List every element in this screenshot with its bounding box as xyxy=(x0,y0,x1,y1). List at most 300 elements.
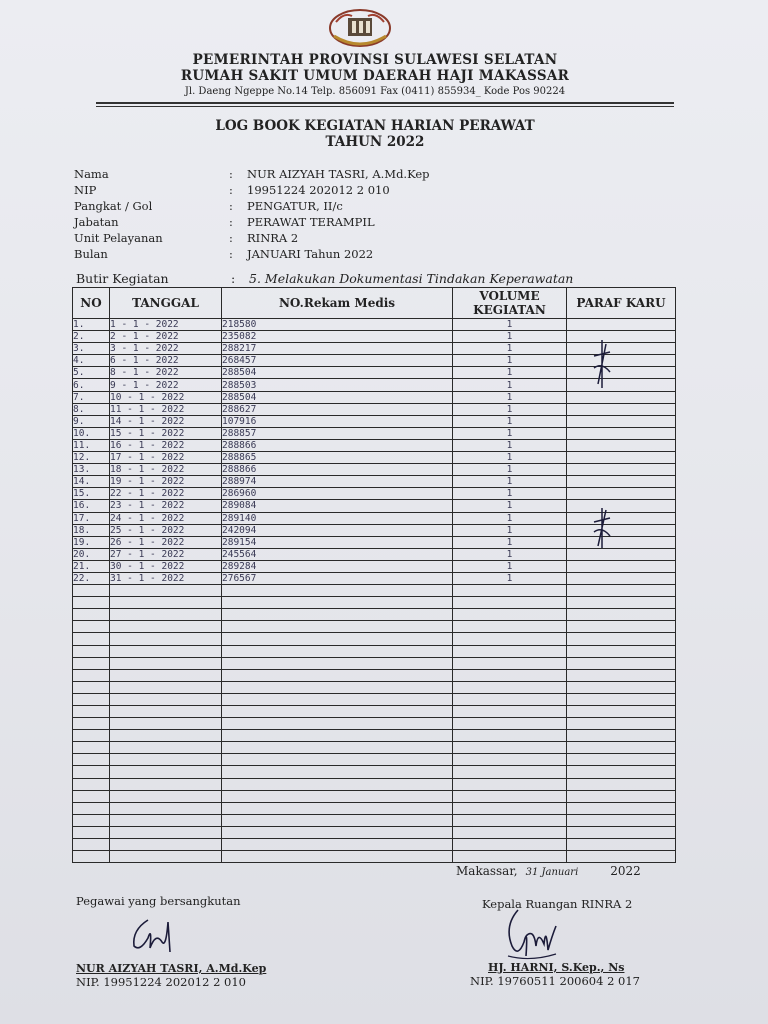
cell-volume xyxy=(453,633,567,645)
table-row xyxy=(73,560,676,572)
cell-no: 10. xyxy=(73,427,110,439)
cell-tanggal: 30 - 1 - 2022 xyxy=(110,560,222,572)
cell-volume: 1 xyxy=(453,572,567,584)
table-row-empty xyxy=(73,597,676,609)
col-header-paraf: PARAF KARU xyxy=(567,288,676,319)
cell-volume: 1 xyxy=(453,379,567,391)
cell-rekam-medis xyxy=(222,669,453,681)
cell-rekam-medis: 288504 xyxy=(222,391,453,403)
cell-no: 8. xyxy=(73,403,110,415)
date-year: 2022 xyxy=(610,864,641,878)
cell-tanggal xyxy=(110,742,222,754)
cell-no: 22. xyxy=(73,572,110,584)
table-row xyxy=(73,415,676,427)
cell-volume xyxy=(453,814,567,826)
cell-no: 12. xyxy=(73,452,110,464)
cell-volume xyxy=(453,839,567,851)
cell-tanggal xyxy=(110,706,222,718)
cell-volume xyxy=(453,621,567,633)
cell-volume xyxy=(453,669,567,681)
cell-tanggal: 6 - 1 - 2022 xyxy=(110,355,222,367)
cell-tanggal xyxy=(110,730,222,742)
info-row xyxy=(74,198,430,214)
activity-item xyxy=(76,271,573,286)
cell-paraf xyxy=(567,500,676,512)
cell-paraf xyxy=(567,319,676,331)
cell-tanggal xyxy=(110,621,222,633)
cell-rekam-medis xyxy=(222,730,453,742)
cell-tanggal xyxy=(110,633,222,645)
cell-volume xyxy=(453,826,567,838)
info-colon: : xyxy=(229,215,233,229)
cell-rekam-medis: 245564 xyxy=(222,548,453,560)
table-row-empty xyxy=(73,693,676,705)
cell-paraf xyxy=(567,839,676,851)
cell-rekam-medis xyxy=(222,597,453,609)
cell-rekam-medis xyxy=(222,814,453,826)
handwritten-signature-icon xyxy=(126,912,186,954)
cell-rekam-medis xyxy=(222,681,453,693)
col-header-no: NO xyxy=(73,288,110,319)
table-row-empty xyxy=(73,657,676,669)
cell-tanggal: 8 - 1 - 2022 xyxy=(110,367,222,379)
cell-no: 2. xyxy=(73,331,110,343)
cell-rekam-medis: 288866 xyxy=(222,464,453,476)
cell-no: 4. xyxy=(73,355,110,367)
cell-no: 6. xyxy=(73,379,110,391)
cell-rekam-medis xyxy=(222,778,453,790)
place-city: Makassar, xyxy=(456,864,518,878)
cell-no xyxy=(73,718,110,730)
cell-paraf xyxy=(567,633,676,645)
table-row xyxy=(73,331,676,343)
cell-rekam-medis xyxy=(222,839,453,851)
table-row-empty xyxy=(73,585,676,597)
cell-rekam-medis: 288504 xyxy=(222,367,453,379)
table-row-empty xyxy=(73,633,676,645)
cell-rekam-medis: 218580 xyxy=(222,319,453,331)
cell-tanggal: 10 - 1 - 2022 xyxy=(110,391,222,403)
cell-rekam-medis: 288627 xyxy=(222,403,453,415)
table-row xyxy=(73,500,676,512)
cell-no: 21. xyxy=(73,560,110,572)
cell-no xyxy=(73,839,110,851)
cell-tanggal: 9 - 1 - 2022 xyxy=(110,379,222,391)
table-row-empty xyxy=(73,645,676,657)
cell-no xyxy=(73,814,110,826)
table-row xyxy=(73,355,676,367)
cell-volume xyxy=(453,790,567,802)
cell-paraf xyxy=(567,778,676,790)
info-label: Unit Pelayanan xyxy=(74,231,163,245)
info-colon: : xyxy=(229,199,233,213)
table-row xyxy=(73,536,676,548)
cell-paraf xyxy=(567,355,676,367)
cell-paraf xyxy=(567,790,676,802)
info-value: NUR AIZYAH TASRI, A.Md.Kep xyxy=(247,167,430,181)
cell-no xyxy=(73,633,110,645)
cell-no xyxy=(73,657,110,669)
cell-volume xyxy=(453,585,567,597)
cell-volume xyxy=(453,851,567,863)
cell-rekam-medis xyxy=(222,609,453,621)
cell-no: 1. xyxy=(73,319,110,331)
employee-info xyxy=(74,166,430,262)
cell-volume xyxy=(453,597,567,609)
cell-no: 18. xyxy=(73,524,110,536)
table-row xyxy=(73,488,676,500)
cell-tanggal: 16 - 1 - 2022 xyxy=(110,439,222,451)
cell-no: 7. xyxy=(73,391,110,403)
cell-volume: 1 xyxy=(453,403,567,415)
signature-name: HJ. HARNI, S.Kep., Ns xyxy=(488,961,625,974)
cell-tanggal: 15 - 1 - 2022 xyxy=(110,427,222,439)
cell-rekam-medis: 235082 xyxy=(222,331,453,343)
cell-paraf xyxy=(567,585,676,597)
cell-no xyxy=(73,585,110,597)
cell-tanggal xyxy=(110,718,222,730)
cell-tanggal xyxy=(110,609,222,621)
cell-paraf xyxy=(567,464,676,476)
cell-tanggal xyxy=(110,826,222,838)
cell-rekam-medis xyxy=(222,693,453,705)
cell-rekam-medis xyxy=(222,742,453,754)
cell-paraf xyxy=(567,730,676,742)
info-value: RINRA 2 xyxy=(247,231,299,245)
cell-rekam-medis xyxy=(222,718,453,730)
table-row xyxy=(73,524,676,536)
cell-rekam-medis: 286960 xyxy=(222,488,453,500)
handwritten-signature-icon xyxy=(500,906,560,964)
col-header-tanggal: TANGGAL xyxy=(110,288,222,319)
cell-no: 3. xyxy=(73,343,110,355)
table-row xyxy=(73,476,676,488)
cell-paraf xyxy=(567,367,676,379)
cell-rekam-medis xyxy=(222,633,453,645)
cell-paraf xyxy=(567,452,676,464)
cell-tanggal: 1 - 1 - 2022 xyxy=(110,319,222,331)
cell-volume: 1 xyxy=(453,367,567,379)
signature-name: NUR AIZYAH TASRI, A.Md.Kep xyxy=(76,962,267,975)
table-row-empty xyxy=(73,754,676,766)
table-row-empty xyxy=(73,718,676,730)
cell-volume xyxy=(453,754,567,766)
cell-volume xyxy=(453,681,567,693)
table-body xyxy=(73,319,676,863)
paraf-signature-icon xyxy=(590,506,614,550)
cell-paraf xyxy=(567,379,676,391)
info-colon: : xyxy=(229,167,233,181)
cell-paraf xyxy=(567,597,676,609)
activity-label: Butir Kegiatan xyxy=(76,271,169,286)
cell-volume: 1 xyxy=(453,343,567,355)
table-row xyxy=(73,572,676,584)
table-row xyxy=(73,512,676,524)
cell-tanggal: 22 - 1 - 2022 xyxy=(110,488,222,500)
cell-tanggal xyxy=(110,669,222,681)
cell-paraf xyxy=(567,403,676,415)
signature-nip: NIP. 19951224 202012 2 010 xyxy=(76,975,246,989)
cell-no xyxy=(73,754,110,766)
cell-rekam-medis xyxy=(222,754,453,766)
cell-paraf xyxy=(567,693,676,705)
col-header-rekam-medis: NO.Rekam Medis xyxy=(222,288,453,319)
cell-no: 17. xyxy=(73,512,110,524)
cell-tanggal xyxy=(110,645,222,657)
table-row-empty xyxy=(73,621,676,633)
info-value: 19951224 202012 2 010 xyxy=(247,183,390,197)
cell-volume: 1 xyxy=(453,331,567,343)
table-row xyxy=(73,343,676,355)
cell-rekam-medis xyxy=(222,802,453,814)
cell-no: 14. xyxy=(73,476,110,488)
cell-volume xyxy=(453,706,567,718)
cell-paraf xyxy=(567,851,676,863)
table-row xyxy=(73,367,676,379)
table-row-empty xyxy=(73,839,676,851)
cell-tanggal xyxy=(110,790,222,802)
cell-paraf xyxy=(567,814,676,826)
cell-tanggal xyxy=(110,754,222,766)
cell-no: 20. xyxy=(73,548,110,560)
cell-no: 5. xyxy=(73,367,110,379)
cell-volume xyxy=(453,693,567,705)
cell-paraf xyxy=(567,548,676,560)
cell-paraf xyxy=(567,572,676,584)
cell-no xyxy=(73,681,110,693)
cell-volume xyxy=(453,718,567,730)
cell-no: 13. xyxy=(73,464,110,476)
cell-no xyxy=(73,790,110,802)
cell-tanggal: 14 - 1 - 2022 xyxy=(110,415,222,427)
cell-rekam-medis xyxy=(222,826,453,838)
cell-volume: 1 xyxy=(453,476,567,488)
cell-tanggal: 26 - 1 - 2022 xyxy=(110,536,222,548)
cell-tanggal: 17 - 1 - 2022 xyxy=(110,452,222,464)
table-row xyxy=(73,319,676,331)
cell-no: 15. xyxy=(73,488,110,500)
cell-no xyxy=(73,706,110,718)
paraf-signature-icon xyxy=(590,338,614,390)
info-row xyxy=(74,182,430,198)
cell-tanggal xyxy=(110,657,222,669)
cell-no xyxy=(73,778,110,790)
cell-volume xyxy=(453,778,567,790)
cell-paraf xyxy=(567,427,676,439)
cell-rekam-medis: 242094 xyxy=(222,524,453,536)
cell-volume: 1 xyxy=(453,548,567,560)
table-row-empty xyxy=(73,706,676,718)
cell-no xyxy=(73,730,110,742)
table-header-row xyxy=(73,288,676,319)
cell-volume: 1 xyxy=(453,427,567,439)
info-label: Bulan xyxy=(74,247,108,261)
cell-no: 9. xyxy=(73,415,110,427)
cell-paraf xyxy=(567,657,676,669)
table-row-empty xyxy=(73,814,676,826)
handwritten-date: 31 Januari xyxy=(525,867,579,878)
document-title: LOG BOOK KEGIATAN HARIAN PERAWAT xyxy=(215,118,535,134)
cell-tanggal: 25 - 1 - 2022 xyxy=(110,524,222,536)
cell-rekam-medis xyxy=(222,851,453,863)
info-label: Jabatan xyxy=(74,215,119,229)
cell-no xyxy=(73,766,110,778)
cell-tanggal xyxy=(110,802,222,814)
info-row xyxy=(74,166,430,182)
info-colon: : xyxy=(229,231,233,245)
table-row xyxy=(73,464,676,476)
cell-paraf xyxy=(567,645,676,657)
cell-rekam-medis: 288974 xyxy=(222,476,453,488)
cell-tanggal xyxy=(110,585,222,597)
cell-volume xyxy=(453,742,567,754)
cell-rekam-medis xyxy=(222,645,453,657)
cell-no xyxy=(73,645,110,657)
table-row-empty xyxy=(73,730,676,742)
table-row xyxy=(73,403,676,415)
cell-rekam-medis xyxy=(222,706,453,718)
cell-rekam-medis xyxy=(222,585,453,597)
cell-no xyxy=(73,693,110,705)
cell-rekam-medis: 288865 xyxy=(222,452,453,464)
info-value: PENGATUR, II/c xyxy=(247,199,343,213)
cell-volume xyxy=(453,609,567,621)
cell-rekam-medis: 289140 xyxy=(222,512,453,524)
cell-paraf xyxy=(567,826,676,838)
table-row-empty xyxy=(73,742,676,754)
cell-paraf xyxy=(567,512,676,524)
info-row xyxy=(74,214,430,230)
cell-paraf xyxy=(567,766,676,778)
info-label: Nama xyxy=(74,167,109,181)
cell-paraf xyxy=(567,706,676,718)
cell-rekam-medis xyxy=(222,766,453,778)
cell-paraf xyxy=(567,802,676,814)
cell-tanggal xyxy=(110,839,222,851)
document-year: TAHUN 2022 xyxy=(325,134,425,150)
table-row xyxy=(73,391,676,403)
signature-role: Pegawai yang bersangkutan xyxy=(76,894,241,908)
cell-volume: 1 xyxy=(453,355,567,367)
cell-tanggal: 2 - 1 - 2022 xyxy=(110,331,222,343)
cell-tanggal: 24 - 1 - 2022 xyxy=(110,512,222,524)
cell-volume: 1 xyxy=(453,500,567,512)
log-table xyxy=(72,287,676,863)
info-label: NIP xyxy=(74,183,97,197)
signature-nip: NIP. 19760511 200604 2 017 xyxy=(470,974,640,988)
cell-paraf xyxy=(567,536,676,548)
cell-paraf xyxy=(567,524,676,536)
header-address: Jl. Daeng Ngeppe No.14 Telp. 856091 Fax (0411) 855934_ Kode Pos 90224 xyxy=(184,86,566,97)
cell-rekam-medis: 107916 xyxy=(222,415,453,427)
cell-paraf xyxy=(567,609,676,621)
cell-rekam-medis: 288503 xyxy=(222,379,453,391)
cell-volume xyxy=(453,802,567,814)
cell-tanggal: 31 - 1 - 2022 xyxy=(110,572,222,584)
cell-tanggal: 19 - 1 - 2022 xyxy=(110,476,222,488)
cell-volume: 1 xyxy=(453,536,567,548)
cell-tanggal xyxy=(110,814,222,826)
info-row xyxy=(74,246,430,262)
table-row-empty xyxy=(73,669,676,681)
cell-no xyxy=(73,597,110,609)
table-row-empty xyxy=(73,681,676,693)
table-row xyxy=(73,548,676,560)
table-row xyxy=(73,452,676,464)
cell-no: 16. xyxy=(73,500,110,512)
cell-tanggal: 27 - 1 - 2022 xyxy=(110,548,222,560)
table-row xyxy=(73,439,676,451)
cell-volume xyxy=(453,730,567,742)
cell-volume xyxy=(453,645,567,657)
table-row-empty xyxy=(73,609,676,621)
cell-tanggal xyxy=(110,681,222,693)
cell-rekam-medis xyxy=(222,790,453,802)
cell-paraf xyxy=(567,718,676,730)
cell-volume: 1 xyxy=(453,464,567,476)
cell-volume: 1 xyxy=(453,452,567,464)
cell-paraf xyxy=(567,439,676,451)
cell-no xyxy=(73,609,110,621)
cell-rekam-medis: 276567 xyxy=(222,572,453,584)
cell-rekam-medis: 288217 xyxy=(222,343,453,355)
info-colon: : xyxy=(229,247,233,261)
cell-no: 19. xyxy=(73,536,110,548)
cell-paraf xyxy=(567,560,676,572)
hospital-logo-icon xyxy=(322,6,398,52)
info-colon: : xyxy=(229,183,233,197)
cell-tanggal xyxy=(110,693,222,705)
cell-no xyxy=(73,851,110,863)
info-value: JANUARI Tahun 2022 xyxy=(247,247,374,261)
table-row-empty xyxy=(73,851,676,863)
cell-no xyxy=(73,669,110,681)
table-row-empty xyxy=(73,826,676,838)
cell-no xyxy=(73,742,110,754)
cell-paraf xyxy=(567,331,676,343)
activity-value: 5. Melakukan Dokumentasi Tindakan Keperawatan xyxy=(249,271,574,286)
cell-no xyxy=(73,621,110,633)
cell-rekam-medis: 289284 xyxy=(222,560,453,572)
col-header-volume: VOLUME KEGIATAN xyxy=(453,288,567,319)
table-row-empty xyxy=(73,778,676,790)
cell-tanggal xyxy=(110,851,222,863)
cell-paraf xyxy=(567,669,676,681)
table-row-empty xyxy=(73,802,676,814)
cell-rekam-medis xyxy=(222,621,453,633)
cell-rekam-medis: 289154 xyxy=(222,536,453,548)
cell-paraf xyxy=(567,754,676,766)
header-rule-thin xyxy=(96,106,674,107)
cell-paraf xyxy=(567,681,676,693)
cell-paraf xyxy=(567,488,676,500)
cell-no: 11. xyxy=(73,439,110,451)
cell-paraf xyxy=(567,742,676,754)
cell-paraf xyxy=(567,391,676,403)
cell-tanggal xyxy=(110,766,222,778)
cell-volume: 1 xyxy=(453,415,567,427)
cell-no xyxy=(73,826,110,838)
cell-rekam-medis: 288857 xyxy=(222,427,453,439)
cell-paraf xyxy=(567,476,676,488)
cell-volume: 1 xyxy=(453,524,567,536)
cell-tanggal: 23 - 1 - 2022 xyxy=(110,500,222,512)
info-value: PERAWAT TERAMPIL xyxy=(247,215,375,229)
place-date xyxy=(456,864,641,878)
cell-volume: 1 xyxy=(453,512,567,524)
activity-colon: : xyxy=(231,271,236,286)
table-row xyxy=(73,379,676,391)
